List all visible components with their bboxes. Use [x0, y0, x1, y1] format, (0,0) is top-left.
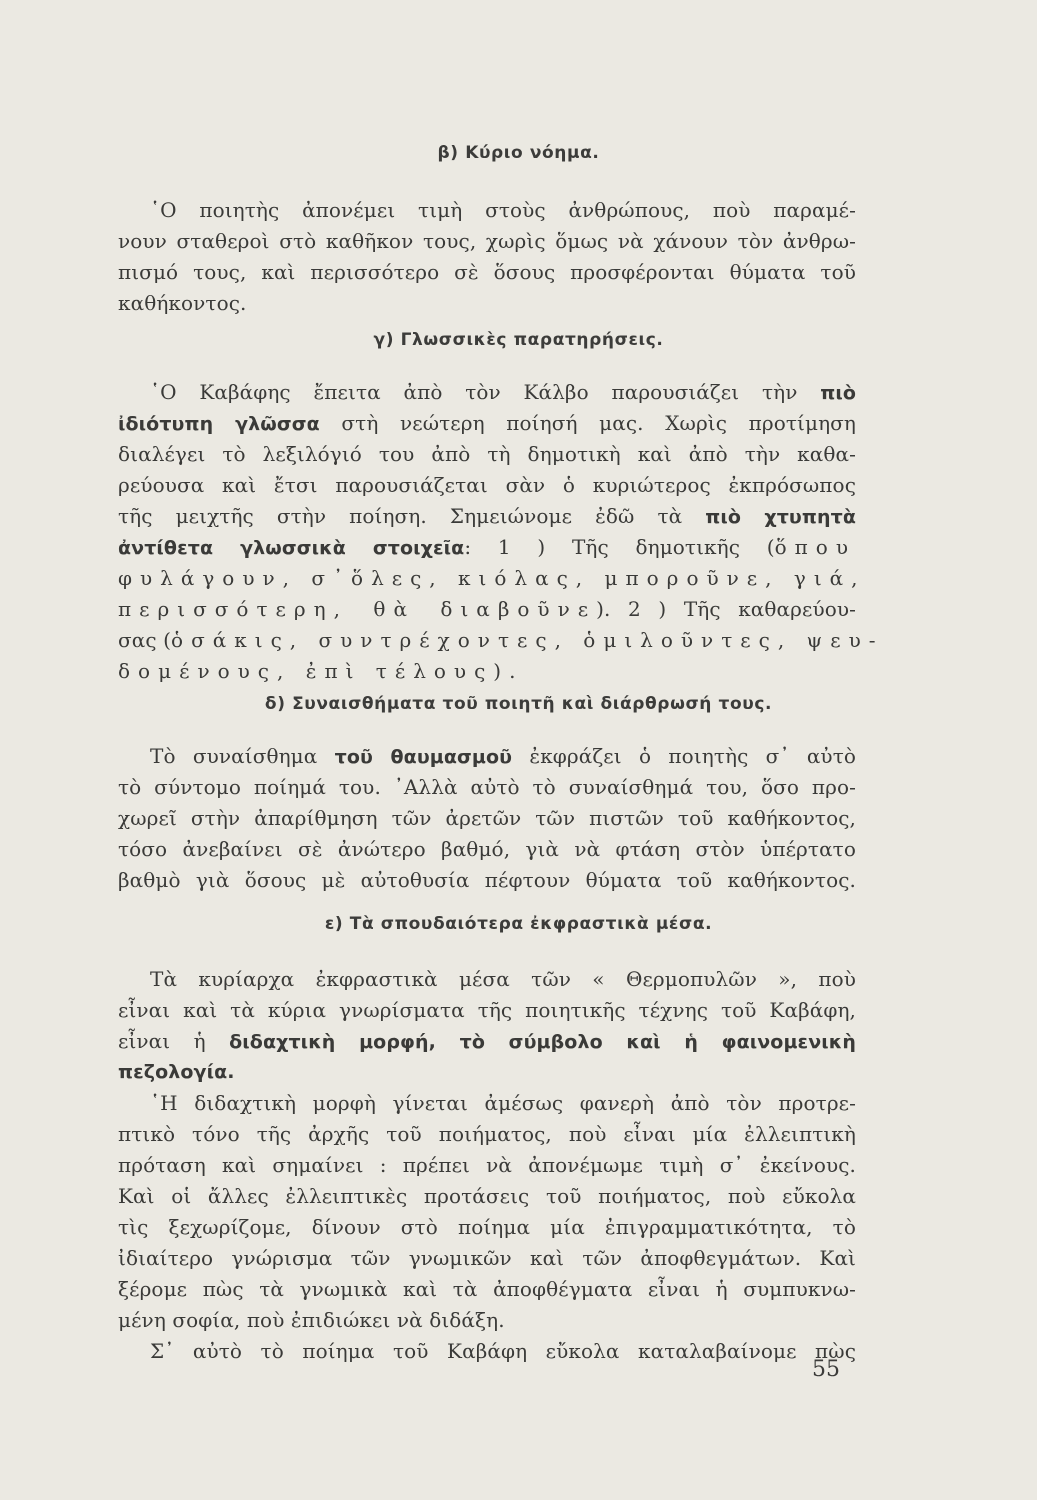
- bold-run: διδαχτικὴ μορφή, τὸ σύμβολο καὶ ἡ φαινομενικὴ: [229, 1031, 856, 1053]
- paragraph-language: [118, 377, 884, 687]
- page-number: 55: [812, 1357, 840, 1382]
- text-line: τὸ σύντομο ποίημά του. ᾿Αλλὰ αὐτὸ τὸ συναίσθημά του, ὅσο προ-: [118, 775, 856, 799]
- paragraph-emotions: [118, 741, 856, 896]
- text-line: νουν σταθεροὶ στὸ καθῆκον τους, χωρὶς ὅμως νὰ χάνουν τὸν ἀνθρω-: [118, 229, 856, 253]
- text-line: πεζολογία.: [118, 1061, 235, 1083]
- spaced-run: ὁσάκις, συντρέχοντες, ὁμιλοῦντες, ψευ-: [171, 628, 884, 652]
- text-line: ἰδιαίτερο γνώρισμα τῶν γνωμικῶν καὶ τῶν ἀποφθεγμάτων. Καὶ: [118, 1246, 856, 1270]
- text-line: πρόταση καὶ σημαίνει : πρέπει νὰ ἀπονέμωμε τιμὴ σ᾿ ἐκείνους.: [118, 1153, 856, 1177]
- text-line: [118, 625, 884, 656]
- text-run: εἶναι ἡ: [118, 1029, 230, 1053]
- section-heading-delta: δ) Συναισθήματα τοῦ ποιητῆ καὶ διάρθρωσή τους.: [264, 694, 773, 714]
- bold-run: ἰδιότυπη γλῶσσα: [118, 413, 320, 435]
- text-line: τὶς ξεχωρίζομε, δίνουν στὸ ποίημα μία ἐπιγραμματικότητα, τὸ: [118, 1215, 856, 1239]
- paragraph-main-meaning: [118, 195, 856, 319]
- text-line: βαθμὸ γιὰ ὅσους μὲ αὐτοθυσία πέφτουν θύματα τοῦ καθήκοντος.: [118, 868, 856, 892]
- text-run: σας (: [118, 628, 172, 652]
- text-run: Τὸ συναίσθημα: [150, 744, 335, 768]
- text-run: ἐκφράζει ὁ ποιητὴς σ᾿ αὐτὸ: [512, 744, 856, 768]
- text-line: [118, 408, 856, 439]
- text-line: δομένους, ἐπὶ τέλους).: [118, 659, 524, 683]
- text-line: τόσο ἀνεβαίνει σὲ ἀνώτερο βαθμό, γιὰ νὰ φτάση στὸν ὑπέρτατο: [118, 837, 856, 861]
- bold-run: τοῦ θαυμασμοῦ: [334, 746, 513, 768]
- bold-run: πιὸ: [820, 382, 856, 404]
- text-line: καθήκοντος.: [118, 291, 247, 315]
- text-line: [118, 501, 856, 532]
- bold-run: πιὸ χτυπητὰ: [705, 506, 856, 528]
- text-line: ξέρομε πὼς τὰ γνωμικὰ καὶ τὰ ἀποφθέγματα εἶναι ἡ συμπυκνω-: [118, 1277, 856, 1301]
- text-line: [118, 532, 856, 563]
- text-run: στὴ νεώτερη ποίησή μας. Χωρὶς προτίμηση: [319, 411, 856, 435]
- text-run: τῆς μειχτῆς στὴν ποίηση. Σημειώνομε ἐδῶ τὰ: [118, 504, 706, 528]
- text-line: μένη σοφία, ποὺ ἐπιδιώκει νὰ διδάξη.: [118, 1308, 505, 1332]
- paragraph-expressive-means: [118, 964, 856, 1367]
- text-line: φυλάγουν, σ᾿ὅλες, κιόλας, μποροῦνε, γιά,: [118, 566, 866, 590]
- text-line: ρεύουσα καὶ ἔτσι παρουσιάζεται σὰν ὁ κυριώτερος ἐκπρόσωπος: [118, 473, 856, 497]
- text-line: ῾Η διδαχτικὴ μορφὴ γίνεται ἀμέσως φανερὴ ἀπὸ τὸν προτρε-: [150, 1091, 856, 1115]
- text-run: ῾Ο Καβάφης ἔπειτα ἀπὸ τὸν Κάλβο παρουσιάζει τὴν: [150, 380, 821, 404]
- section-heading-epsilon: ε) Τὰ σπουδαιότερα ἐκφραστικὰ μέσα.: [324, 914, 713, 934]
- text-line: [118, 377, 856, 408]
- section-heading-beta: β) Κύριο νόημα.: [437, 143, 600, 163]
- text-line: [118, 594, 856, 625]
- text-line: πτικὸ τόνο τῆς ἀρχῆς τοῦ ποιήματος, ποὺ εἶναι μία ἐλλειπτικὴ: [118, 1122, 856, 1146]
- text-line: χωρεῖ στὴν ἀπαρίθμηση τῶν ἀρετῶν τῶν πιστῶν τοῦ καθήκοντος,: [118, 806, 856, 830]
- text-line: Τὰ κυρίαρχα ἐκφραστικὰ μέσα τῶν « Θερμοπυλῶν », ποὺ: [150, 967, 856, 991]
- text-line: [118, 1026, 856, 1057]
- text-line: Σ᾿ αὐτὸ τὸ ποίημα τοῦ Καβάφη εὔκολα καταλαβαίνομε πὼς: [150, 1339, 856, 1363]
- text-line: εἶναι καὶ τὰ κύρια γνωρίσματα τῆς ποιητικῆς τέχνης τοῦ Καβάφη,: [118, 998, 856, 1022]
- text-line: πισμό τους, καὶ περισσότερο σὲ ὅσους προσφέρονται θύματα τοῦ: [118, 260, 856, 284]
- section-heading-gamma: γ) Γλωσσικὲς παρατηρήσεις.: [373, 330, 664, 350]
- text-line: Καὶ οἱ ἄλλες ἐλλειπτικὲς προτάσεις τοῦ ποιήματος, ποὺ εὔκολα: [118, 1184, 856, 1208]
- text-line: ῾Ο ποιητὴς ἀπονέμει τιμὴ στοὺς ἀνθρώπους, ποὺ παραμέ-: [150, 198, 856, 222]
- text-run: : 1 ) Τῆς δημοτικῆς (: [464, 535, 775, 559]
- text-line: διαλέγει τὸ λεξιλόγιό του ἀπὸ τὴ δημοτικὴ καὶ ἀπὸ τὴν καθα-: [118, 442, 856, 466]
- bold-run: ἀντίθετα γλωσσικὰ στοιχεῖα: [118, 537, 465, 559]
- spaced-run: ὅπου: [774, 535, 856, 559]
- text-run: ). 2 ) Τῆς καθαρεύου-: [596, 597, 856, 621]
- text-line: [118, 741, 856, 772]
- spaced-run: περισσότερη, θὰ διαβοῦνε: [118, 597, 597, 621]
